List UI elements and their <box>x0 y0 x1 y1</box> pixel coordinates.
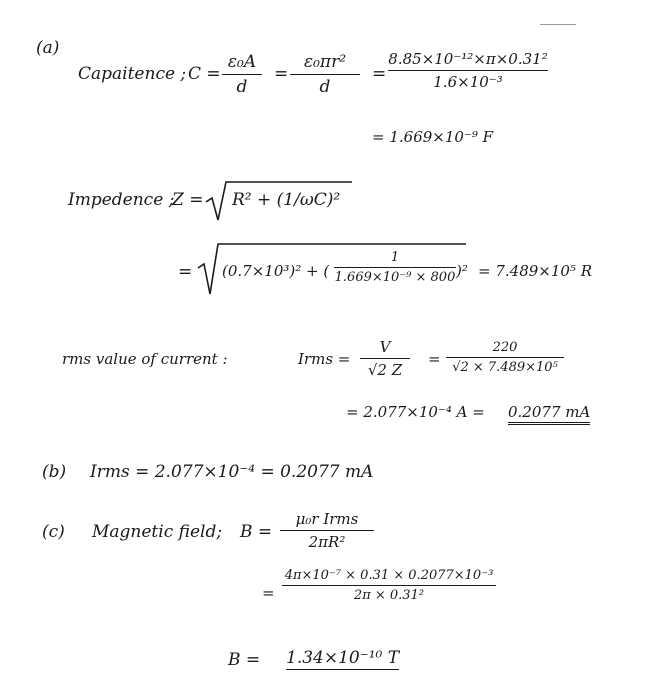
capacitance-fraction-2 <box>290 52 360 97</box>
capacitance-label: Capaitence ; <box>78 64 187 84</box>
part-c-label: (c) <box>42 522 65 542</box>
fraction-denominator: √2 × 7.489×10⁵ <box>452 360 558 375</box>
impedance-sub-close: )² <box>456 262 468 280</box>
impedance-label: Impedence ; <box>68 190 175 210</box>
fraction-numerator: ε₀πr² <box>303 52 347 72</box>
fraction-denominator: 2πR² <box>308 533 346 551</box>
magnetic-result-value: 1.34×10⁻¹⁰ T <box>286 648 400 668</box>
impedance-lhs: Z = <box>172 190 204 210</box>
capacitance-lhs: C = <box>188 64 221 84</box>
fraction-numerator: ε₀A <box>227 52 257 72</box>
fraction-denominator: d <box>236 77 248 97</box>
fraction-numerator: 1 <box>390 250 400 265</box>
rms-current-lhs: Irms = <box>298 350 351 368</box>
impedance-radicand: R² + (1/ωC)² <box>232 190 341 210</box>
fraction-denominator: 1.6×10⁻³ <box>433 73 503 91</box>
magnetic-field-label: Magnetic field; <box>92 522 223 542</box>
magnetic-fraction-1 <box>280 510 374 551</box>
part-b-label: (b) <box>42 462 67 482</box>
rms-fraction-1 <box>360 338 410 379</box>
capacitance-fraction-3 <box>388 50 548 91</box>
capacitance-result: = 1.669×10⁻⁹ F <box>372 128 494 146</box>
equals-sign: = <box>178 262 193 282</box>
impedance-inner-fraction <box>334 250 456 285</box>
fraction-numerator: 4π×10⁻⁷ × 0.31 × 0.2077×10⁻³ <box>284 568 494 583</box>
equals-sign: = <box>428 350 441 368</box>
equals-sign: = <box>262 584 275 602</box>
fraction-numerator: 220 <box>492 340 518 355</box>
fraction-denominator: 2π × 0.31² <box>353 588 425 603</box>
magnetic-field-lhs: B = <box>240 522 273 542</box>
capacitance-fraction-1 <box>222 52 262 97</box>
impedance-sub-a: (0.7×10³)² + ( <box>222 262 330 280</box>
rms-current-result-ma: 0.2077 mA <box>508 403 590 425</box>
fraction-numerator: V <box>379 338 391 356</box>
fraction-numerator: μ₀r Irms <box>295 510 359 528</box>
fraction-denominator: 1.669×10⁻⁹ × 800 <box>334 270 456 285</box>
magnetic-fraction-2 <box>282 568 496 603</box>
rms-current-label: rms value of current : <box>62 350 228 368</box>
fraction-denominator: d <box>319 77 331 97</box>
equals-sign: = <box>372 64 387 84</box>
part-b-expression: Irms = 2.077×10⁻⁴ = 0.2077 mA <box>90 462 374 482</box>
equals-sign: = <box>274 64 289 84</box>
rms-current-result: = 2.077×10⁻⁴ A = <box>346 403 485 421</box>
rms-fraction-2 <box>446 340 564 375</box>
part-a-label: (a) <box>36 38 60 58</box>
fraction-denominator: √2 Z <box>367 361 403 379</box>
magnetic-result-lhs: B = <box>228 650 261 670</box>
impedance-result: = 7.489×10⁵ R <box>478 262 593 280</box>
fraction-numerator: 8.85×10⁻¹²×π×0.31² <box>388 50 548 68</box>
stray-line <box>540 24 576 25</box>
